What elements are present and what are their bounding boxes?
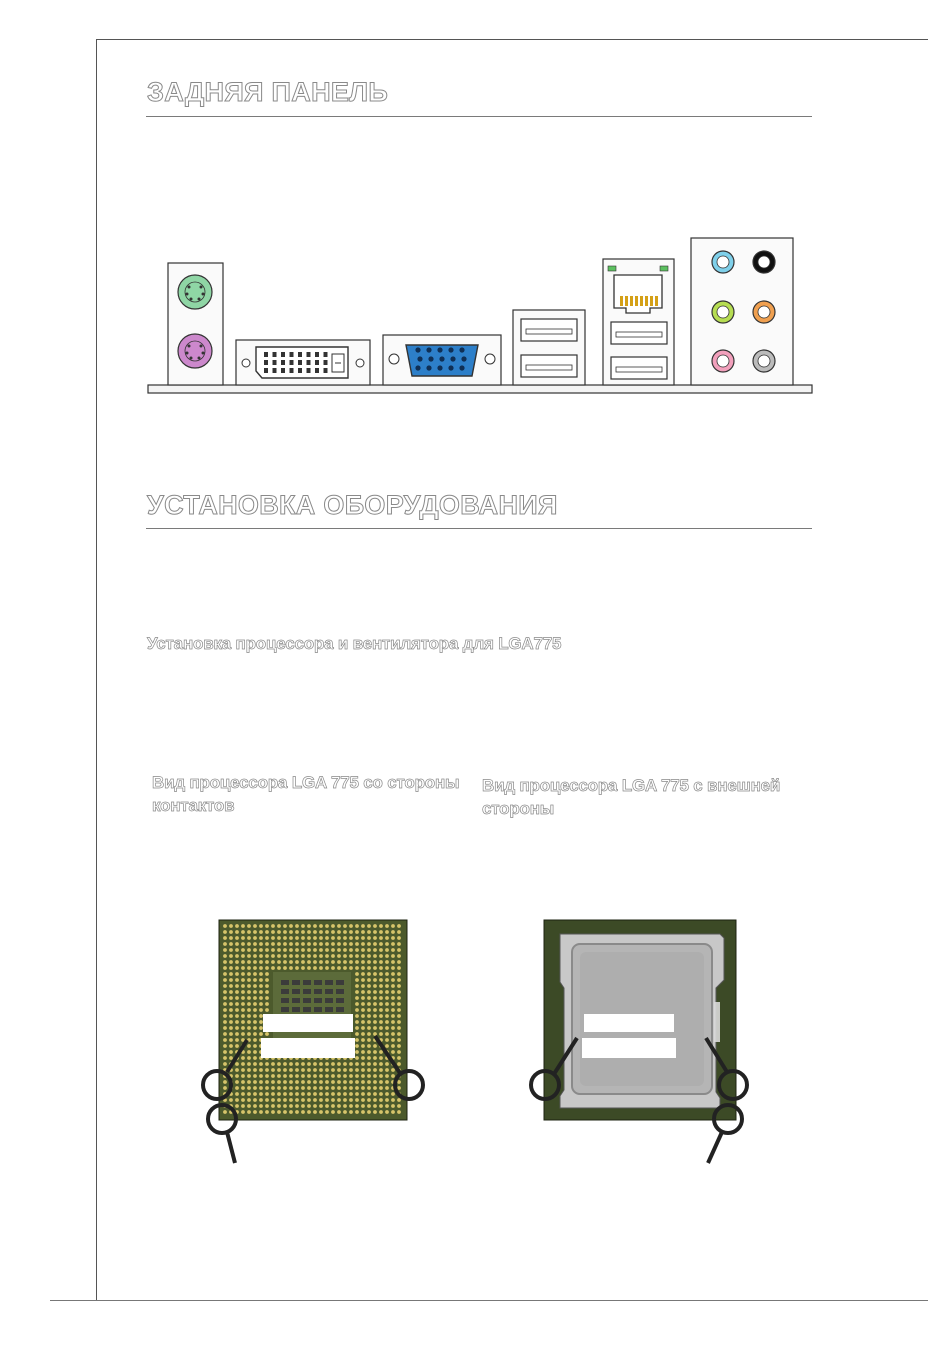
page-frame-left xyxy=(96,39,97,1301)
cpu-contacts-side-image xyxy=(195,910,430,1170)
back-panel-illustration xyxy=(140,230,820,400)
cpu-top-view-caption: Вид процессора LGA 775 с внешней стороны xyxy=(482,776,781,818)
usb-ports-pair-1 xyxy=(513,310,585,385)
hardware-setup-title-rule xyxy=(146,528,812,529)
lan-usb-stack xyxy=(603,259,674,385)
ps2-ports xyxy=(168,263,223,385)
vga-port xyxy=(383,335,501,385)
dvi-port xyxy=(236,340,370,385)
back-panel-title: ЗАДНЯЯ ПАНЕЛЬ xyxy=(147,77,389,107)
audio-jacks xyxy=(691,238,793,385)
ps2-mouse-port xyxy=(178,275,212,309)
ps2-keyboard-port xyxy=(178,334,212,368)
cpu-heatspreader-side-image xyxy=(520,910,760,1170)
cpu-install-subtitle: Установка процессора и вентилятора для LGA775 xyxy=(147,634,562,653)
hardware-setup-title: УСТАНОВКА ОБОРУДОВАНИЯ xyxy=(147,490,558,520)
back-panel-title-rule xyxy=(146,116,812,117)
page-frame-bottom xyxy=(50,1300,928,1301)
io-shield-base xyxy=(148,385,812,393)
cpu-bottom-view-caption: Вид процессора LGA 775 со стороны контактов xyxy=(152,773,460,815)
page-frame-top xyxy=(96,39,928,40)
